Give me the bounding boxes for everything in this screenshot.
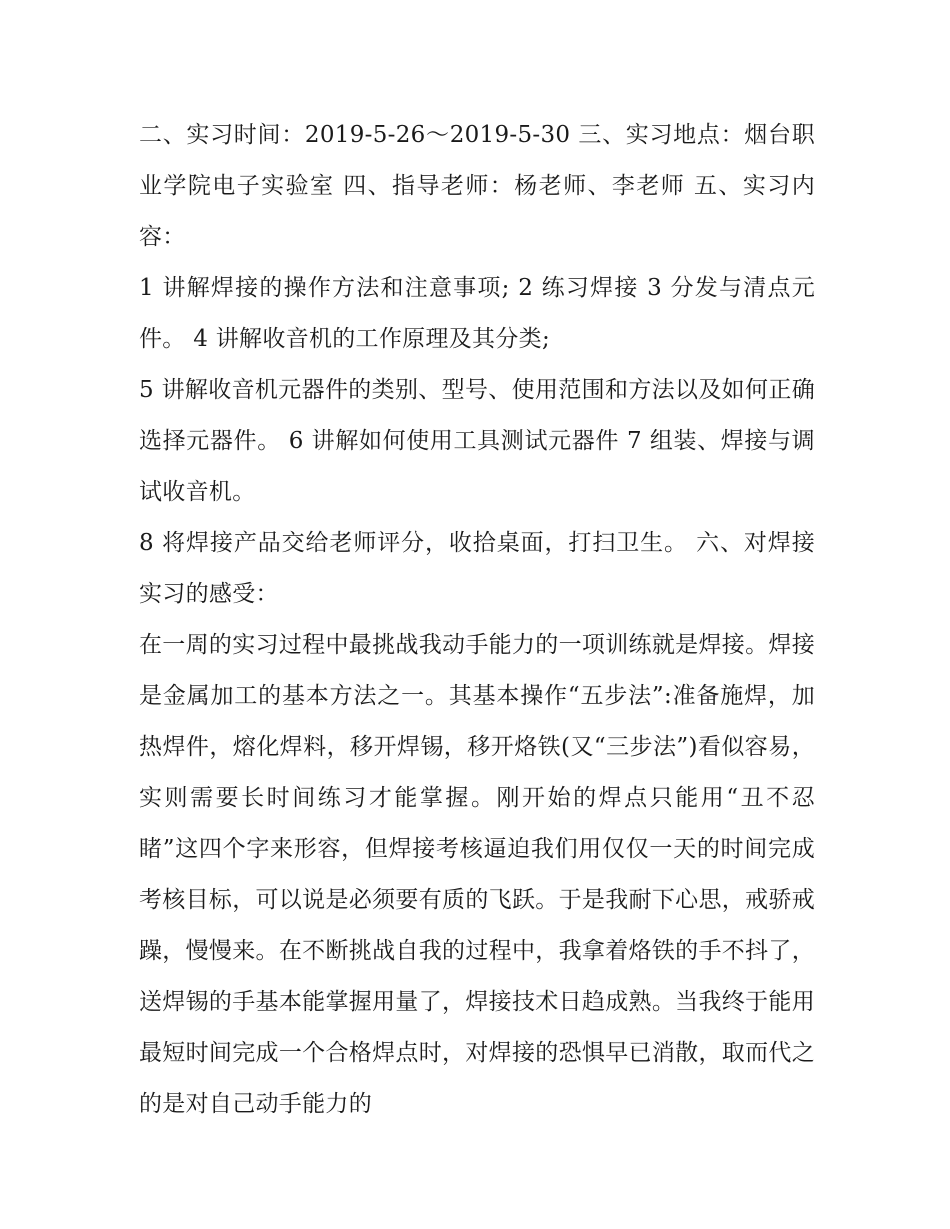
- paragraph-schedule: 二、实习时间：2019-5-26～2019-5-30 三、实习地点：烟台职业学院电子实验室 四、指导老师：杨老师、李老师 五、实习内容：: [139, 122, 815, 250]
- document-body: [139, 110, 815, 1130]
- paragraph-items-5-7: 5 讲解收音机元器件的类别、型号、使用范围和方法以及如何正确选择元器件。 6 讲解如何使用工具测试元器件 7 组装、焊接与调试收音机。: [139, 377, 815, 505]
- paragraph-item-8: 8 将焊接产品交给老师评分，收拾桌面，打扫卫生。 六、对焊接实习的感受：: [139, 530, 815, 607]
- paragraph-items-1-4: 1 讲解焊接的操作方法和注意事项; 2 练习焊接 3 分发与清点元件。 4 讲解收音机的工作原理及其分类;: [139, 275, 815, 352]
- paragraph-reflection: 在一周的实习过程中最挑战我动手能力的一项训练就是焊接。焊接是金属加工的基本方法之一。其基本操作“五步法”:准备施焊，加热焊件，熔化焊料，移开焊锡，移开烙铁(又“三步法”)看似容易，实则需要长时间练习才能掌握。刚开始的焊点只能用“丑不忍睹”这四个字来形容，但焊接考核逼迫我们用仅仅一天的时间完成考核目标，可以说是必须要有质的飞跃。于是我耐下心思，戒骄戒躁，慢慢来。在不断挑战自我的过程中，我拿着烙铁的手不抖了，送焊锡的手基本能掌握用量了，焊接技术日趋成熟。当我终于能用最短时间完成一个合格焊点时，对焊接的恐惧早已消散，取而代之的是对自己动手能力的: [139, 632, 815, 1117]
